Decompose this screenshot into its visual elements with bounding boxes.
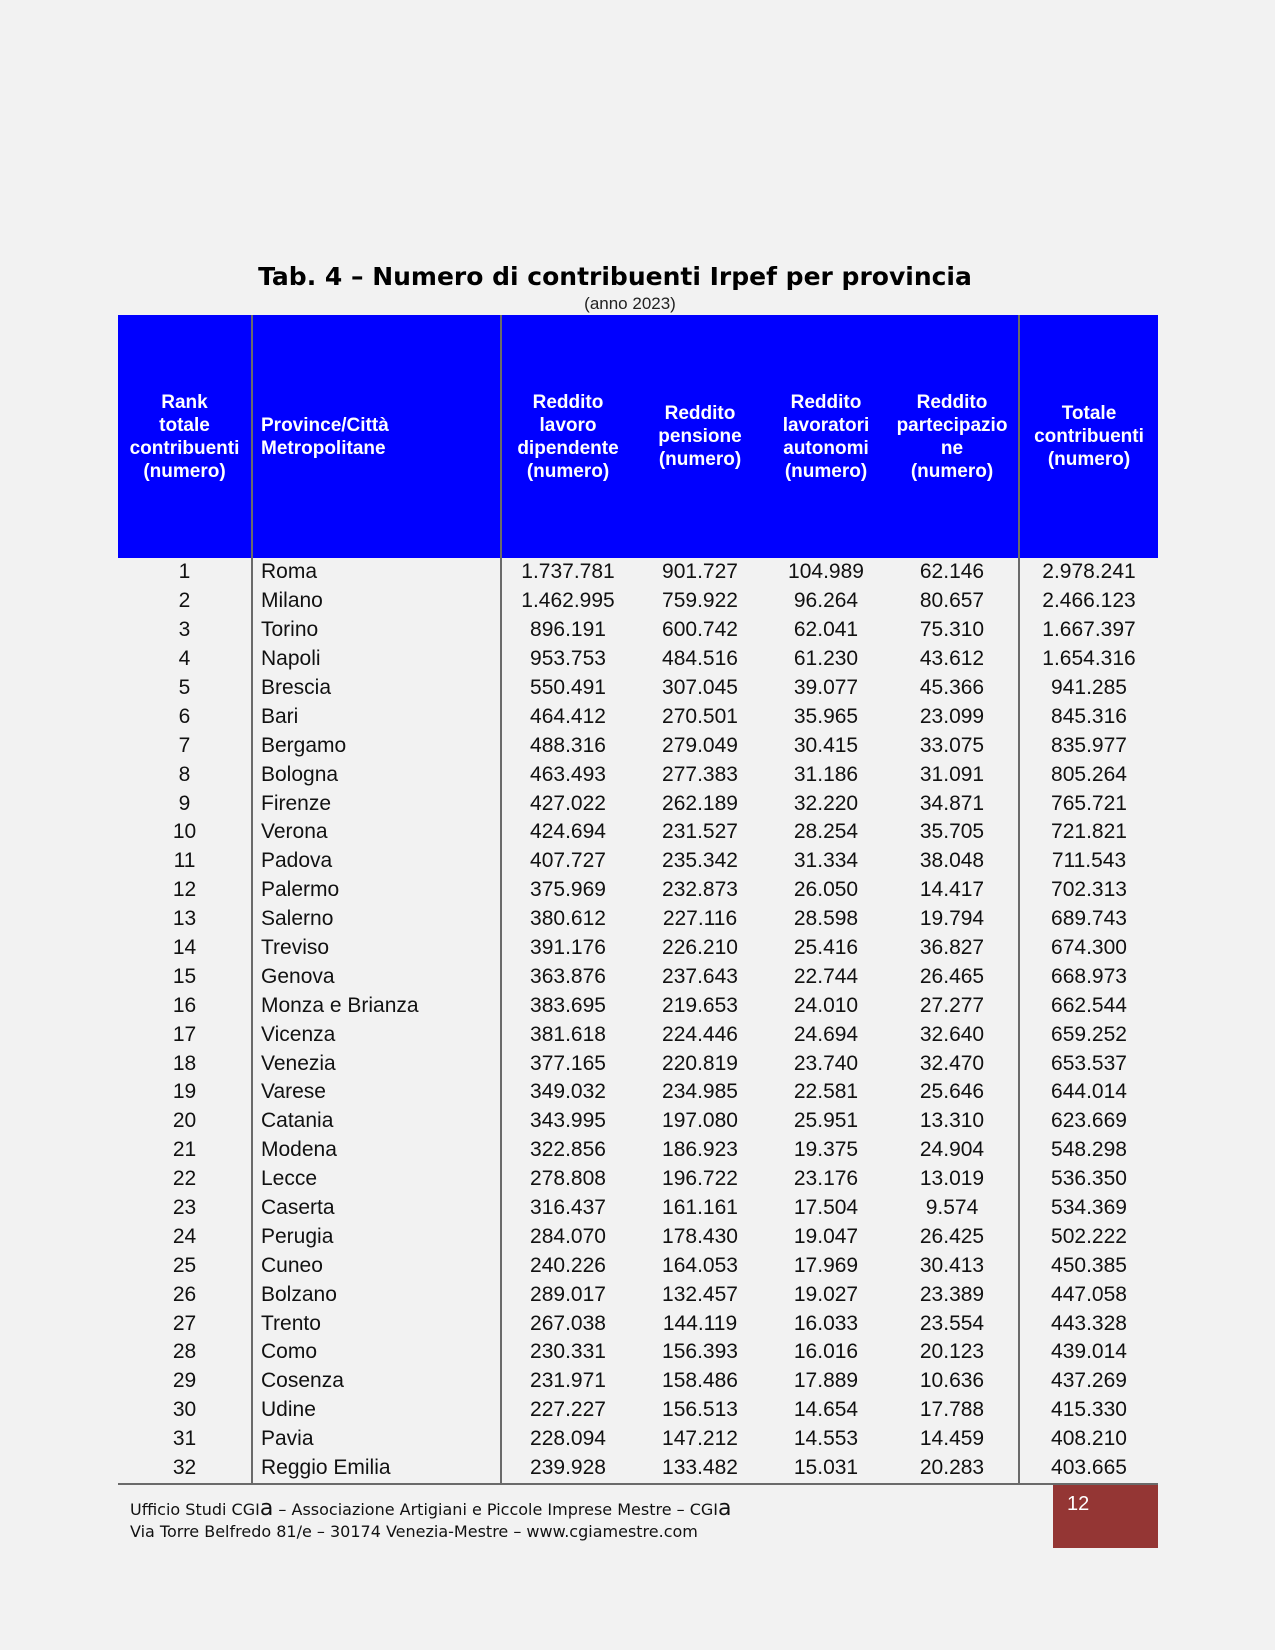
cell-province: Como — [252, 1338, 501, 1367]
cell-rank: 17 — [118, 1020, 252, 1049]
cell-lavoratori-autonomi: 15.031 — [766, 1454, 886, 1484]
cell-lavoratori-autonomi: 17.504 — [793, 1196, 859, 1220]
cell-province: Brescia — [252, 674, 501, 703]
cell-partecipazione: 23.099 — [886, 702, 1019, 731]
cell-rank: 11 — [118, 847, 252, 876]
cell-lavoratori-autonomi: 30.415 — [793, 733, 859, 757]
cell-totale: 439.014 — [1051, 1340, 1127, 1364]
header-pensione: Reddito pensione (numero) — [634, 315, 766, 558]
cell-totale: 721.821 — [1051, 820, 1127, 844]
cell-lavoratori-autonomi: 14.654 — [793, 1398, 859, 1422]
cell-rank: 12 — [118, 876, 252, 905]
cell-lavoratori-autonomi: 31.334 — [793, 849, 859, 873]
table-row — [118, 1425, 1158, 1454]
cell-lavoratori-autonomi: 31.186 — [793, 762, 859, 786]
cell-partecipazione: 24.904 — [886, 1136, 1019, 1165]
cell-lavoro-dipendente: 231.971 — [530, 1369, 606, 1393]
cell-lavoratori-autonomi: 96.264 — [793, 589, 859, 613]
cell-partecipazione: 20.283 — [886, 1454, 1019, 1484]
cell-totale: 668.973 — [1051, 964, 1127, 988]
cell-partecipazione: 33.075 — [886, 731, 1019, 760]
table-row — [118, 905, 1158, 934]
header-rank: Rank totale contribuenti (numero) — [118, 315, 252, 558]
cell-province: Genova — [252, 962, 501, 991]
cell-pensione: 901.727 — [662, 560, 738, 584]
cell-lavoro-dipendente: 239.928 — [501, 1454, 634, 1484]
cell-partecipazione: 62.146 — [886, 558, 1019, 587]
table-row — [118, 962, 1158, 991]
cell-pensione: 196.722 — [662, 1167, 738, 1191]
cell-partecipazione: 13.310 — [886, 1107, 1019, 1136]
cell-pensione: 600.742 — [662, 618, 738, 642]
cell-lavoro-dipendente: 953.753 — [530, 647, 606, 671]
cell-pensione: 277.383 — [662, 762, 738, 786]
cell-lavoratori-autonomi: 25.416 — [793, 936, 859, 960]
cell-province: Padova — [252, 847, 501, 876]
header-partecipazione: Reddito partecipazio ne (numero) — [886, 315, 1019, 558]
cell-pensione: 759.922 — [662, 589, 738, 613]
cell-province: Firenze — [252, 789, 501, 818]
cell-lavoro-dipendente: 464.412 — [530, 704, 606, 728]
cell-province: Cosenza — [252, 1367, 501, 1396]
cell-partecipazione: 14.417 — [886, 876, 1019, 905]
cell-partecipazione: 27.277 — [886, 991, 1019, 1020]
cell-lavoratori-autonomi: 28.254 — [793, 820, 859, 844]
cell-partecipazione: 14.459 — [886, 1425, 1019, 1454]
cell-lavoratori-autonomi: 17.889 — [793, 1369, 859, 1393]
cell-rank: 28 — [118, 1338, 252, 1367]
cell-province: Salerno — [252, 905, 501, 934]
cell-lavoratori-autonomi: 62.041 — [793, 618, 859, 642]
cell-lavoratori-autonomi: 22.581 — [793, 1080, 859, 1104]
cell-partecipazione: 26.425 — [886, 1222, 1019, 1251]
cell-province: Bergamo — [252, 731, 501, 760]
cell-totale: 765.721 — [1051, 791, 1127, 815]
cell-totale: 548.298 — [1051, 1138, 1127, 1162]
cell-pensione: 279.049 — [662, 733, 738, 757]
table-header-row — [118, 315, 1158, 558]
cell-pensione: 219.653 — [662, 993, 738, 1017]
table-row — [118, 1251, 1158, 1280]
footer-address: Via Torre Belfredo 81/e – 30174 Venezia-Mestre – www.cgiamestre.com — [130, 1522, 698, 1541]
table-row — [118, 818, 1158, 847]
cell-lavoratori-autonomi: 104.989 — [788, 560, 864, 584]
table-row — [118, 616, 1158, 645]
cell-rank: 4 — [118, 645, 252, 674]
cell-rank: 15 — [118, 962, 252, 991]
cell-totale: 408.210 — [1051, 1427, 1127, 1451]
cell-totale: 805.264 — [1051, 762, 1127, 786]
cell-rank: 30 — [118, 1396, 252, 1425]
cell-province: Pavia — [252, 1425, 501, 1454]
cell-lavoratori-autonomi: 28.598 — [793, 907, 859, 931]
cell-partecipazione: 38.048 — [886, 847, 1019, 876]
cell-province: Varese — [252, 1078, 501, 1107]
cell-province: Udine — [252, 1396, 501, 1425]
cell-pensione: 156.393 — [662, 1340, 738, 1364]
header-province: Province/Città Metropolitane — [252, 315, 501, 558]
cell-pensione: 226.210 — [662, 936, 738, 960]
cell-province: Treviso — [252, 934, 501, 963]
cell-totale: 415.330 — [1051, 1398, 1127, 1422]
cell-rank: 22 — [118, 1165, 252, 1194]
cell-province: Trento — [252, 1309, 501, 1338]
cell-lavoro-dipendente: 488.316 — [530, 733, 606, 757]
cell-partecipazione: 31.091 — [886, 760, 1019, 789]
cell-lavoratori-autonomi: 39.077 — [793, 676, 859, 699]
table-row — [118, 1107, 1158, 1136]
cell-lavoro-dipendente: 407.727 — [530, 849, 606, 873]
cell-lavoratori-autonomi: 61.230 — [793, 647, 859, 671]
cell-totale: 536.350 — [1051, 1167, 1127, 1191]
table-row — [118, 1367, 1158, 1396]
cell-province: Bologna — [252, 760, 501, 789]
cell-rank: 6 — [118, 702, 252, 731]
cell-pensione: 164.053 — [662, 1253, 738, 1277]
cell-province: Milano — [252, 587, 501, 616]
table-row — [118, 847, 1158, 876]
cell-partecipazione: 45.366 — [886, 674, 1019, 703]
cell-totale: 1.667.397 — [1042, 618, 1136, 642]
cell-pensione: 307.045 — [662, 676, 738, 699]
cell-province: Palermo — [252, 876, 501, 905]
cell-partecipazione: 75.310 — [886, 616, 1019, 645]
cell-totale: 653.537 — [1051, 1051, 1127, 1075]
cell-pensione: 156.513 — [662, 1398, 738, 1422]
cell-lavoratori-autonomi: 25.951 — [793, 1109, 859, 1133]
cell-pensione: 147.212 — [662, 1427, 738, 1451]
cell-lavoro-dipendente: 463.493 — [530, 762, 606, 786]
cell-partecipazione: 9.574 — [886, 1194, 1019, 1223]
cell-totale: 674.300 — [1051, 936, 1127, 960]
table-row — [118, 1222, 1158, 1251]
cell-rank: 19 — [118, 1078, 252, 1107]
table-title: Tab. 4 – Numero di contribuenti Irpef per provincia — [258, 262, 972, 291]
cell-totale: 845.316 — [1051, 704, 1127, 728]
cell-totale: 941.285 — [1051, 676, 1127, 699]
cell-lavoro-dipendente: 1.737.781 — [521, 560, 615, 584]
cell-lavoratori-autonomi: 17.969 — [793, 1253, 859, 1277]
cell-totale: 2.466.123 — [1042, 589, 1136, 613]
table-row — [118, 1165, 1158, 1194]
cell-rank: 7 — [118, 731, 252, 760]
cell-lavoratori-autonomi: 19.375 — [793, 1138, 859, 1162]
table-row — [118, 587, 1158, 616]
table-row — [118, 1396, 1158, 1425]
cell-rank: 14 — [118, 934, 252, 963]
cell-province: Caserta — [252, 1194, 501, 1223]
cell-province: Vicenza — [252, 1020, 501, 1049]
cell-totale: 644.014 — [1051, 1080, 1127, 1104]
cell-pensione: 224.446 — [662, 1022, 738, 1046]
cell-partecipazione: 80.657 — [886, 587, 1019, 616]
table-row — [118, 1136, 1158, 1165]
cell-totale: 1.654.316 — [1042, 647, 1136, 671]
cell-partecipazione: 17.788 — [886, 1396, 1019, 1425]
cell-pensione: 197.080 — [662, 1109, 738, 1133]
cell-rank: 2 — [118, 587, 252, 616]
cell-lavoratori-autonomi: 24.694 — [793, 1022, 859, 1046]
cell-pensione: 158.486 — [662, 1369, 738, 1393]
footer-org-desc: – Associazione Artigiani e Piccole Imprese Mestre – CGI — [273, 1500, 718, 1519]
cell-rank: 20 — [118, 1107, 252, 1136]
cell-lavoro-dipendente: 391.176 — [530, 936, 606, 960]
cell-partecipazione: 32.640 — [886, 1020, 1019, 1049]
cell-lavoratori-autonomi: 26.050 — [793, 878, 859, 902]
cell-province: Reggio Emilia — [252, 1454, 501, 1484]
cell-province: Venezia — [252, 1049, 501, 1078]
cell-rank: 9 — [118, 789, 252, 818]
cell-lavoro-dipendente: 289.017 — [530, 1282, 606, 1306]
cell-lavoro-dipendente: 427.022 — [530, 791, 606, 815]
cell-lavoro-dipendente: 227.227 — [530, 1398, 606, 1422]
cell-totale: 689.743 — [1051, 907, 1127, 931]
table-row — [118, 760, 1158, 789]
cell-pensione: 237.643 — [662, 964, 738, 988]
cell-province: Bolzano — [252, 1280, 501, 1309]
cell-province: Torino — [252, 616, 501, 645]
table-row — [118, 1338, 1158, 1367]
cell-province: Bari — [252, 702, 501, 731]
cell-province: Roma — [252, 558, 501, 587]
cell-pensione: 144.119 — [662, 1311, 738, 1335]
cell-lavoratori-autonomi: 23.740 — [793, 1051, 859, 1075]
cell-lavoro-dipendente: 1.462.995 — [521, 589, 615, 613]
cell-partecipazione: 10.636 — [886, 1367, 1019, 1396]
contribuenti-table — [118, 315, 1158, 1485]
header-lavoro-dipendente: Reddito lavoro dipendente (numero) — [501, 315, 634, 558]
cell-province: Lecce — [252, 1165, 501, 1194]
cell-rank: 27 — [118, 1309, 252, 1338]
cell-pensione: 234.985 — [662, 1080, 738, 1104]
cell-pensione: 232.873 — [662, 878, 738, 902]
cell-rank: 25 — [118, 1251, 252, 1280]
table-row — [118, 1049, 1158, 1078]
cell-partecipazione: 19.794 — [886, 905, 1019, 934]
table-row — [118, 1309, 1158, 1338]
cell-lavoratori-autonomi: 19.047 — [793, 1224, 859, 1248]
cell-pensione: 161.161 — [662, 1196, 738, 1220]
cell-pensione: 227.116 — [662, 907, 738, 931]
footer-org: Ufficio Studi CGI — [130, 1500, 260, 1519]
cell-lavoro-dipendente: 240.226 — [530, 1253, 606, 1277]
cell-partecipazione: 34.871 — [886, 789, 1019, 818]
cell-partecipazione: 36.827 — [886, 934, 1019, 963]
cell-lavoro-dipendente: 267.038 — [530, 1311, 606, 1335]
page-footer — [130, 1498, 731, 1543]
cell-pensione: 231.527 — [662, 820, 738, 844]
cell-lavoro-dipendente: 375.969 — [530, 878, 606, 902]
cell-lavoratori-autonomi: 32.220 — [793, 791, 859, 815]
cell-partecipazione: 32.470 — [886, 1049, 1019, 1078]
cell-rank: 1 — [118, 558, 252, 587]
cell-partecipazione: 23.554 — [886, 1309, 1019, 1338]
table-row — [118, 674, 1158, 703]
cell-lavoro-dipendente: 381.618 — [530, 1022, 606, 1046]
cell-rank: 3 — [118, 616, 252, 645]
cell-rank: 32 — [118, 1454, 252, 1484]
cell-lavoratori-autonomi: 24.010 — [793, 993, 859, 1017]
cell-rank: 21 — [118, 1136, 252, 1165]
cell-lavoratori-autonomi: 35.965 — [793, 704, 859, 728]
table-row — [118, 934, 1158, 963]
cell-partecipazione: 25.646 — [886, 1078, 1019, 1107]
cell-lavoro-dipendente: 228.094 — [530, 1427, 606, 1451]
table-row — [118, 789, 1158, 818]
cell-lavoro-dipendente: 278.808 — [530, 1167, 606, 1191]
cell-totale: 711.543 — [1051, 849, 1127, 873]
cell-lavoro-dipendente: 322.856 — [530, 1138, 606, 1162]
cell-lavoro-dipendente: 316.437 — [530, 1196, 606, 1220]
cell-totale: 659.252 — [1051, 1022, 1127, 1046]
cell-lavoro-dipendente: 343.995 — [530, 1109, 606, 1133]
cell-lavoro-dipendente: 380.612 — [530, 907, 606, 931]
cell-province: Modena — [252, 1136, 501, 1165]
cell-totale: 662.544 — [1051, 993, 1127, 1017]
table-row — [118, 1194, 1158, 1223]
cell-pensione: 178.430 — [662, 1224, 738, 1248]
cell-totale: 450.385 — [1051, 1253, 1127, 1277]
cell-province: Monza e Brianza — [252, 991, 501, 1020]
cell-totale: 534.369 — [1051, 1196, 1127, 1220]
cell-pensione: 262.189 — [662, 791, 738, 815]
cell-partecipazione: 13.019 — [886, 1165, 1019, 1194]
cell-pensione: 132.457 — [662, 1282, 738, 1306]
cell-pensione: 220.819 — [662, 1051, 738, 1075]
cell-province: Verona — [252, 818, 501, 847]
cell-lavoratori-autonomi: 23.176 — [793, 1167, 859, 1191]
cell-province: Cuneo — [252, 1251, 501, 1280]
table-row — [118, 1280, 1158, 1309]
cell-partecipazione: 35.705 — [886, 818, 1019, 847]
cell-rank: 16 — [118, 991, 252, 1020]
page-number: 12 — [1067, 1493, 1090, 1515]
cell-rank: 18 — [118, 1049, 252, 1078]
table-row — [118, 702, 1158, 731]
table-row — [118, 731, 1158, 760]
cell-rank: 5 — [118, 674, 252, 703]
cell-lavoro-dipendente: 363.876 — [530, 964, 606, 988]
cell-lavoro-dipendente: 550.491 — [530, 676, 606, 699]
cell-province: Perugia — [252, 1222, 501, 1251]
table-row — [118, 558, 1158, 587]
header-totale: Totale contribuenti (numero) — [1019, 315, 1158, 558]
cell-province: Catania — [252, 1107, 501, 1136]
cell-lavoro-dipendente: 349.032 — [530, 1080, 606, 1104]
cell-rank: 31 — [118, 1425, 252, 1454]
page-number-box — [1053, 1485, 1158, 1548]
table-row — [118, 645, 1158, 674]
cell-totale: 403.665 — [1019, 1454, 1158, 1484]
cell-partecipazione: 43.612 — [886, 645, 1019, 674]
cell-pensione: 186.923 — [662, 1138, 738, 1162]
table-row — [118, 1078, 1158, 1107]
footer-logo-a-2: a — [718, 1496, 732, 1521]
cell-totale: 623.669 — [1051, 1109, 1127, 1133]
cell-totale: 502.222 — [1051, 1224, 1127, 1248]
table-row — [118, 1454, 1158, 1484]
header-lavoratori-autonomi: Reddito lavoratori autonomi (numero) — [766, 315, 886, 558]
cell-lavoro-dipendente: 424.694 — [530, 820, 606, 844]
cell-pensione: 484.516 — [662, 647, 738, 671]
cell-partecipazione: 23.389 — [886, 1280, 1019, 1309]
cell-rank: 29 — [118, 1367, 252, 1396]
table-row — [118, 876, 1158, 905]
cell-lavoratori-autonomi: 22.744 — [793, 964, 859, 988]
cell-rank: 10 — [118, 818, 252, 847]
cell-pensione: 270.501 — [662, 704, 738, 728]
cell-rank: 24 — [118, 1222, 252, 1251]
footer-logo-a: a — [259, 1496, 274, 1521]
cell-lavoro-dipendente: 230.331 — [530, 1340, 606, 1364]
cell-rank: 26 — [118, 1280, 252, 1309]
cell-totale: 702.313 — [1051, 878, 1127, 902]
cell-lavoro-dipendente: 896.191 — [530, 618, 606, 642]
cell-pensione: 235.342 — [662, 849, 738, 873]
cell-totale: 447.058 — [1051, 1282, 1127, 1306]
cell-totale: 443.328 — [1051, 1311, 1127, 1335]
table-row — [118, 991, 1158, 1020]
cell-partecipazione: 26.465 — [886, 962, 1019, 991]
cell-rank: 8 — [118, 760, 252, 789]
table-body — [118, 558, 1158, 1484]
cell-totale: 2.978.241 — [1042, 560, 1136, 584]
cell-rank: 23 — [118, 1194, 252, 1223]
cell-pensione: 133.482 — [634, 1454, 766, 1484]
table-row — [118, 1020, 1158, 1049]
cell-totale: 835.977 — [1051, 733, 1127, 757]
cell-lavoro-dipendente: 284.070 — [530, 1224, 606, 1248]
footer-line-1 — [130, 1498, 731, 1521]
table-subtitle: (anno 2023) — [584, 294, 676, 313]
cell-lavoratori-autonomi: 14.553 — [793, 1427, 859, 1451]
cell-lavoratori-autonomi: 19.027 — [793, 1282, 859, 1306]
cell-province: Napoli — [252, 645, 501, 674]
cell-totale: 437.269 — [1051, 1369, 1127, 1393]
cell-lavoro-dipendente: 377.165 — [530, 1051, 606, 1075]
cell-lavoro-dipendente: 383.695 — [530, 993, 606, 1017]
cell-partecipazione: 30.413 — [886, 1251, 1019, 1280]
cell-lavoratori-autonomi: 16.016 — [793, 1340, 859, 1364]
cell-lavoratori-autonomi: 16.033 — [793, 1311, 859, 1335]
cell-rank: 13 — [118, 905, 252, 934]
cell-partecipazione: 20.123 — [886, 1338, 1019, 1367]
